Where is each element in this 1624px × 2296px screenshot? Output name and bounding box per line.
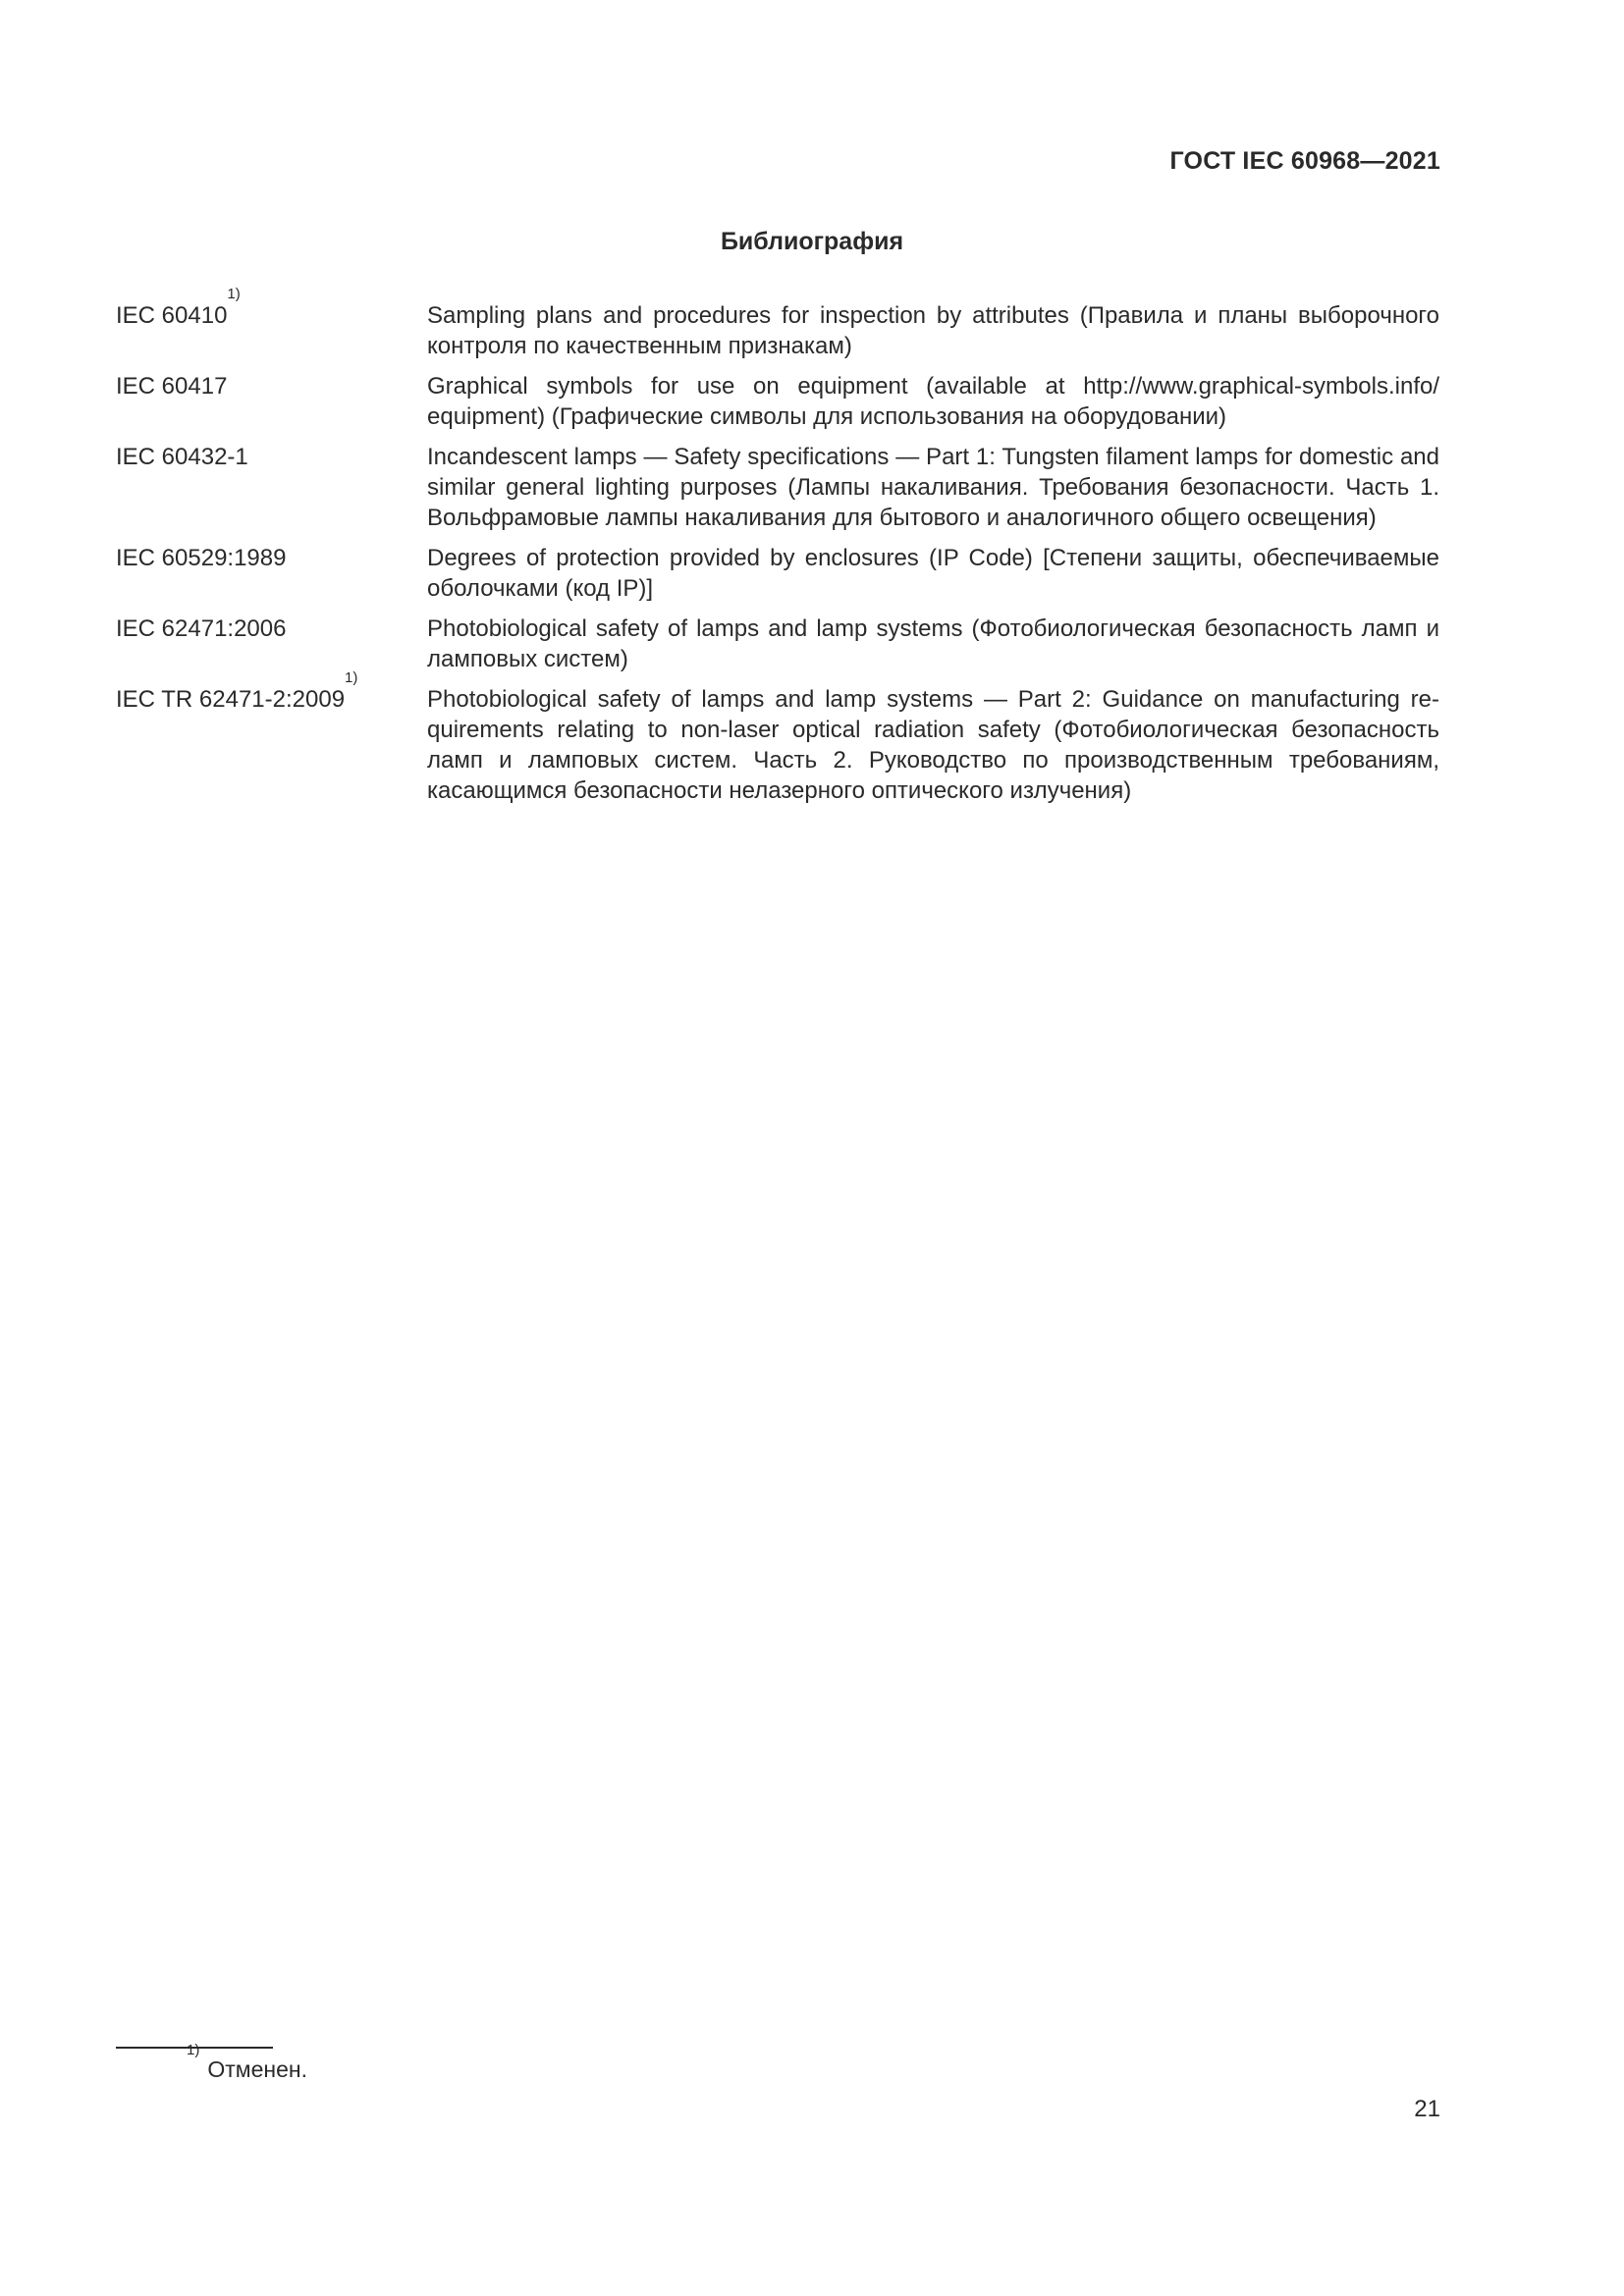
entry-description: Photobiological safety of lamps and lamp systems (Фотобиологическая безопасность ламп и ламповых систем) [427, 615, 1439, 672]
entry-description: Degrees of protection provided by enclosures (IP Code) [Степени защиты, обеспечиваемые оболочками (код IP)] [427, 545, 1439, 602]
footnote-mark: 1) [227, 286, 241, 302]
entry-description: Photobiological safety of lamps and lamp systems — Part 2: Guidance on manufacturing requirements relating to non-laser optical radiation safety (Фотобиологическая безопасность ламп и ламповых систем. Часть 2. Руководство по производственным требованиям, касающимся безопасности нелазерного оптического излучения) [427, 686, 1439, 804]
reference-code: IEC 60432-1 [116, 444, 248, 470]
entry-reference [116, 669, 427, 806]
entry-reference [116, 442, 427, 533]
footnote-mark: 1) [187, 2042, 200, 2058]
entry-description: Incandescent lamps — Safety specifications — Part 1: Tungsten filament lamps for domestic and similar general lighting purposes (Лампы накаливания. Требования безопасности. Часть 1. Вольфрамовые лампы накаливания для бытового и аналогичного общего освещения) [427, 444, 1439, 531]
entry-reference [116, 286, 427, 361]
bibliography-entry [116, 614, 1439, 674]
reference-code: IEC 60529:1989 [116, 545, 287, 571]
entry-description: Graphical symbols for use on equipment (available at http://www.graphical-symbols.info/ equipment) (Графические символы для использования на оборудовании) [427, 373, 1439, 430]
bibliography-list [116, 286, 1439, 816]
standard-header: ГОСТ IEC 60968—2021 [1169, 147, 1440, 175]
entry-reference [116, 371, 427, 432]
page-number: 21 [1414, 2096, 1440, 2122]
reference-code: IEC 62471:2006 [116, 615, 287, 642]
bibliography-entry [116, 442, 1439, 533]
footnote-text: Отменен. [207, 2056, 307, 2082]
reference-code: IEC 60417 [116, 373, 228, 400]
entry-description: Sampling plans and procedures for inspection by attributes (Правила и планы выборочного контроля по качественным признакам) [427, 302, 1439, 359]
footnote-mark: 1) [345, 669, 358, 686]
bibliography-entry [116, 543, 1439, 604]
page-title: Библиография [720, 228, 904, 255]
bibliography-entry [116, 371, 1439, 432]
bibliography-entry [116, 286, 1439, 361]
bibliography-entry [116, 669, 1439, 806]
entry-reference [116, 543, 427, 604]
reference-code: IEC TR 62471-2:2009 [116, 686, 346, 713]
reference-code: IEC 60410 [116, 302, 228, 329]
footnote [187, 2042, 307, 2084]
entry-reference [116, 614, 427, 674]
